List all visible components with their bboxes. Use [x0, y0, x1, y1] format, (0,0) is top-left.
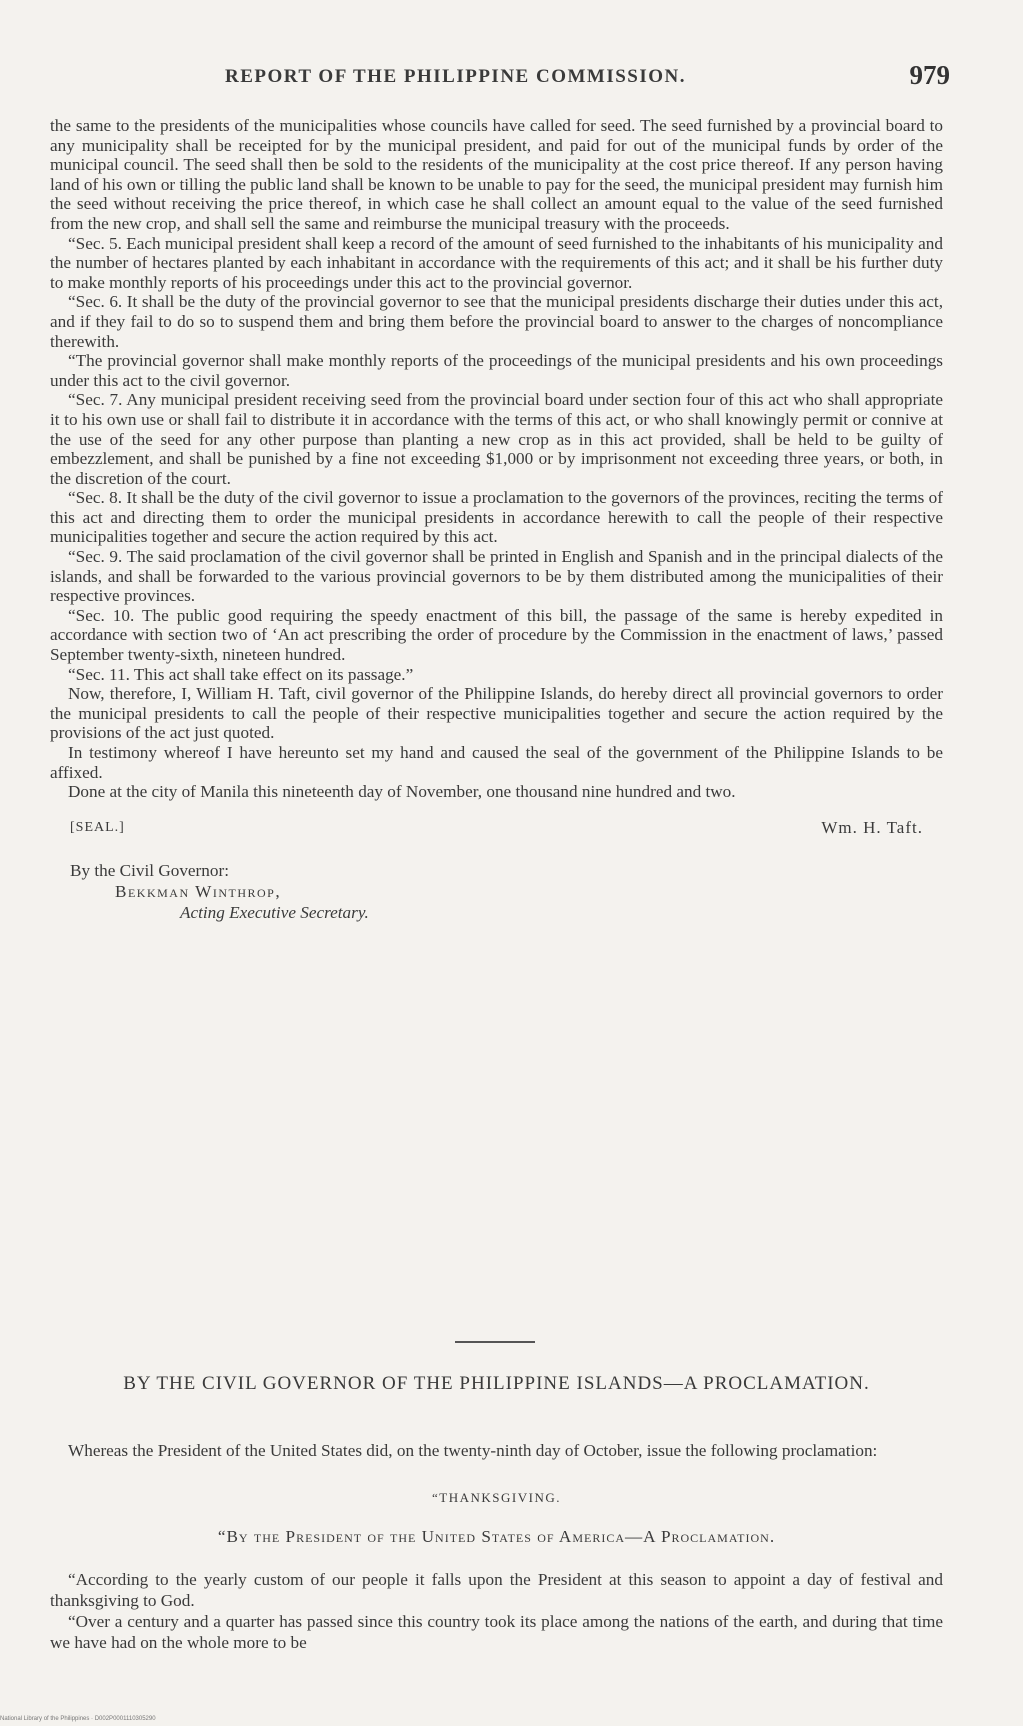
paragraph: “Sec. 8. It shall be the duty of the civil governor to issue a proclamation to the governors of the provinces, reciting the terms of this act and directing them to order the municipal presidents in accordance herewith to call the people of their respective municipalities together and secure the action required by this act. — [50, 488, 943, 547]
paragraph: the same to the presidents of the municipalities whose councils have called for seed. The seed furnished by a provincial board to any municipality shall be receipted for by the municipal president, and paid for out of the municipal funds by order of the municipal council. The seed shall then be sold to the residents of the municipality at the cost price thereof. If any person having land of his own or tilling the public land shall be known to be unable to pay for the seed, the municipal president may furnish him the seed without receiving the price thereof, in which case he shall collect an amount equal to the value of the seed furnished from the new crop, and shall sell the same and reimburse the municipal treasury with the proceeds. — [50, 116, 943, 233]
paragraph: “According to the yearly custom of our people it falls upon the President at this season to appoint a day of festival and thanksgiving to God. — [50, 1570, 943, 1610]
paragraph: In testimony whereof I have hereunto set my hand and caused the seal of the government of the Philippine Islands to be affixed. — [50, 743, 943, 782]
proclamation-subheading: “THANKSGIVING. — [432, 1490, 561, 1505]
proclamation-intro: Whereas the President of the United States did, on the twenty-ninth day of October, issue the following proclamation: — [68, 1441, 878, 1460]
attestation — [70, 860, 943, 923]
proclamation-subtitle: “By the President of the United States of America—A Proclamation. — [217, 1527, 776, 1546]
proclamation-heading: BY THE CIVIL GOVERNOR OF THE PHILIPPINE ISLANDS—A PROCLAMATION. — [123, 1373, 870, 1394]
paragraph: Done at the city of Manila this nineteenth day of November, one thousand nine hundred and two. — [68, 782, 736, 802]
section-divider — [455, 1341, 535, 1343]
scan-footer: National Library of the Philippines · D002P0001110305290 — [0, 1716, 156, 1722]
paragraph: “Sec. 7. Any municipal president receiving seed from the provincial board under section four of this act who shall appropriate it to his own use or shall fail to distribute it in accordance with the terms of this act, or who shall knowingly permit or connive at the use of the seed for any other purpose than planting a new crop as in this act provided, shall be held to be guilty of embezzlement, and shall be punished by a fine not exceeding $1,000 or by imprisonment not exceeding three years, or both, in the discretion of the court. — [50, 390, 943, 488]
paragraph: “Sec. 10. The public good requiring the speedy enactment of this bill, the passage of the same is hereby expedited in accordance with section two of ‘An act prescribing the order of procedure by the Commission in the enactment of laws,’ passed September twenty-sixth, nineteen hundred. — [50, 605, 943, 665]
paragraph: “The provincial governor shall make monthly reports of the proceedings of the municipal presidents and his own proceedings under this act to the civil governor. — [50, 351, 943, 390]
secretary-title: Acting Executive Secretary. — [180, 902, 369, 922]
signer-name: Wm. H. Taft. — [821, 817, 923, 837]
paragraph: “Sec. 9. The said proclamation of the civil governor shall be printed in English and Spanish and in the principal dialects of the islands, and shall be forwarded to the various provincial governors to be by them distributed among the municipalities of their respective provinces. — [50, 547, 943, 606]
paragraph: “Sec. 6. It shall be the duty of the provincial governor to see that the municipal presidents discharge their duties under this act, and if they fail to do so to suspend them and bring them before the provincial board to answer to the charges of noncompliance therewith. — [50, 292, 943, 351]
paragraph: “Over a century and a quarter has passed since this country took its place among the nations of the earth, and during that time we have had on the whole more to be — [50, 1612, 943, 1652]
act-text — [50, 116, 943, 923]
paragraph: “Sec. 5. Each municipal president shall keep a record of the amount of seed furnished to the inhabitants of his municipality and the number of hectares planted by each inhabitant in accordance with the requirements of this act; and it shall be his further duty to make monthly reports of his proceedings under this act to the provincial governor. — [50, 233, 943, 292]
seal-mark: [SEAL.] — [70, 819, 125, 835]
proclamation-text — [50, 1440, 943, 1653]
by-line: By the Civil Governor: — [70, 860, 229, 880]
signature-row — [50, 808, 943, 842]
paragraph: Now, therefore, I, William H. Taft, civil governor of the Philippine Islands, do hereby direct all provincial governors to order the municipal presidents to call the people of their respective municipalities together and secure the action required by the provisions of the act just quoted. — [50, 684, 943, 743]
page-number: 979 — [909, 60, 950, 90]
secretary-name: Bekkman Winthrop, — [115, 881, 282, 901]
paragraph: “Sec. 11. This act shall take effect on its passage.” — [68, 664, 414, 684]
running-title: REPORT OF THE PHILIPPINE COMMISSION. — [225, 66, 687, 87]
page-header — [50, 58, 950, 98]
